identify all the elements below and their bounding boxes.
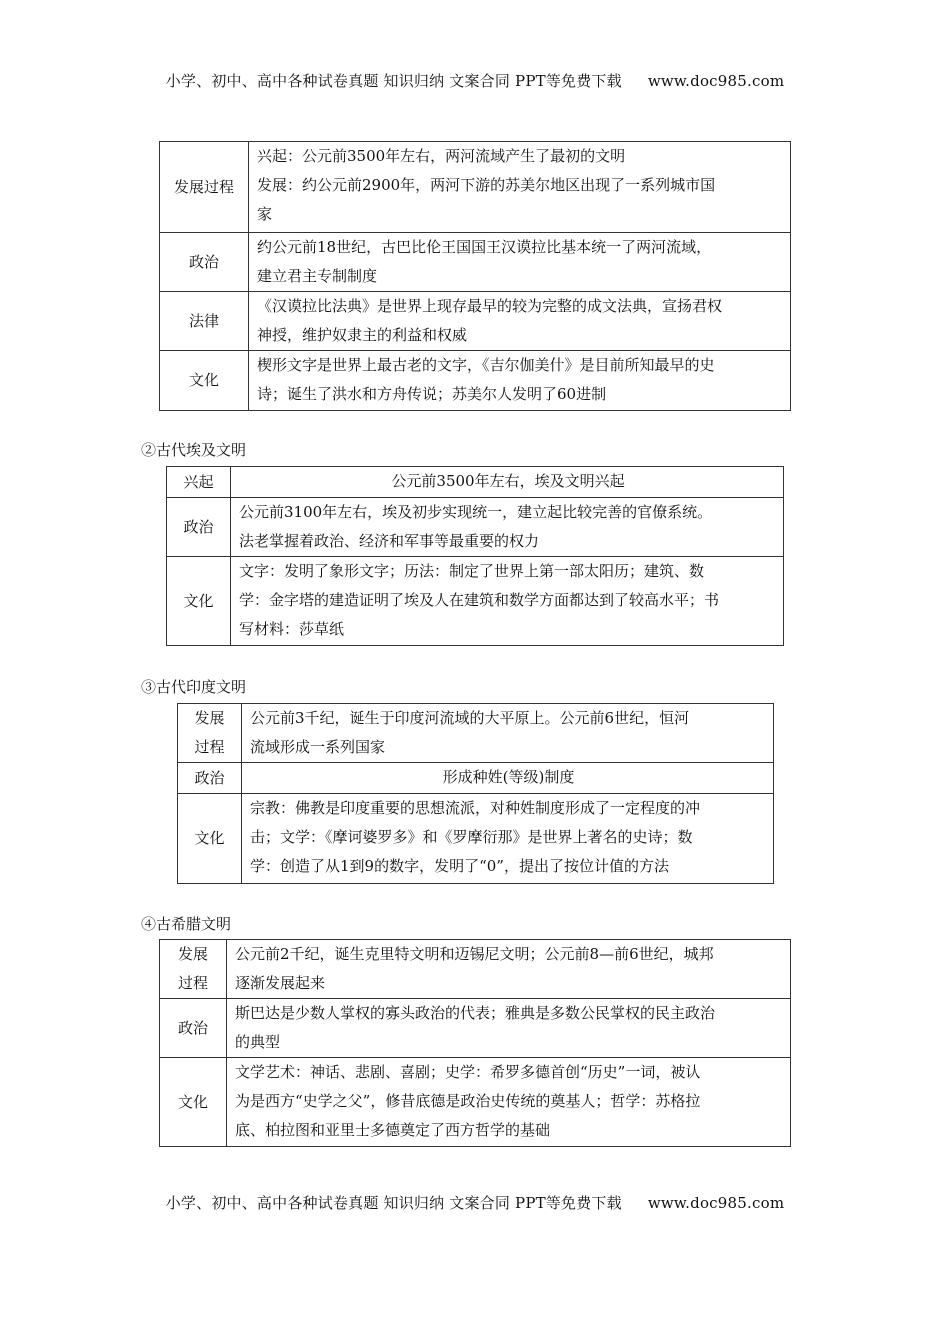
content-line: 家 bbox=[257, 205, 273, 223]
content-line: 兴起：公元前3500年左右，两河流域产生了最初的文明 bbox=[257, 147, 626, 165]
key-line: 过程 bbox=[194, 738, 225, 756]
content-line: 建立君主专制制度 bbox=[257, 267, 378, 285]
row-key bbox=[160, 1058, 227, 1147]
content-line: 公元前2千纪，诞生克里特文明和迈锡尼文明；公元前8—前6世纪，城邦 bbox=[235, 945, 714, 963]
key-line: 文化 bbox=[177, 1092, 208, 1111]
row-content bbox=[242, 763, 774, 794]
table-row bbox=[160, 1058, 791, 1147]
key-line: 政治 bbox=[194, 768, 225, 787]
row-content bbox=[227, 1058, 791, 1147]
key-line: 政治 bbox=[177, 1018, 208, 1037]
row-content bbox=[231, 467, 784, 498]
row-content bbox=[227, 940, 791, 999]
egypt-table bbox=[166, 466, 784, 646]
row-key bbox=[178, 763, 242, 794]
row-content bbox=[249, 351, 791, 411]
table-row bbox=[167, 498, 784, 557]
table-row bbox=[167, 557, 784, 646]
content-line: 文字：发明了象形文字；历法：制定了世界上第一部太阳历；建筑、数 bbox=[239, 562, 705, 580]
table-row bbox=[160, 292, 791, 351]
table-row bbox=[160, 142, 791, 233]
content-line: 公元前3千纪，诞生于印度河流域的大平原上。公元前6世纪，恒河 bbox=[250, 709, 690, 727]
mesopotamia-table bbox=[159, 141, 791, 411]
row-key bbox=[178, 794, 242, 884]
content-line: 逐渐发展起来 bbox=[235, 974, 326, 992]
content-line: 《汉谟拉比法典》是世界上现存最早的较为完整的成文法典，宣扬君权 bbox=[257, 297, 723, 315]
content-line: 的典型 bbox=[235, 1033, 281, 1051]
footer-text: 小学、初中、高中各种试卷真题 知识归纳 文案合同 PPT等免费下载 bbox=[165, 1194, 622, 1212]
page-footer bbox=[0, 1192, 950, 1213]
table-row bbox=[160, 351, 791, 411]
row-content bbox=[231, 498, 784, 557]
row-content bbox=[249, 142, 791, 233]
table-row bbox=[167, 467, 784, 498]
key-line: 发展 bbox=[177, 945, 208, 963]
content-line: 神授，维护奴隶主的利益和权威 bbox=[257, 326, 468, 344]
egypt-title: ②古代埃及文明 bbox=[141, 441, 247, 459]
content-line: 流域形成一系列国家 bbox=[250, 738, 386, 756]
content-line: 约公元前18世纪，古巴比伦王国国王汉谟拉比基本统一了两河流域， bbox=[257, 238, 712, 256]
row-content bbox=[249, 233, 791, 292]
header-site[interactable]: www.doc985.com bbox=[647, 72, 785, 90]
india-table bbox=[177, 703, 774, 884]
table-row bbox=[160, 233, 791, 292]
row-content bbox=[249, 292, 791, 351]
row-key: 发展过程 bbox=[160, 142, 249, 233]
header-text: 小学、初中、高中各种试卷真题 知识归纳 文案合同 PPT等免费下载 bbox=[165, 72, 622, 90]
row-content bbox=[242, 704, 774, 763]
footer-site[interactable]: www.doc985.com bbox=[647, 1194, 785, 1212]
row-key: 政治 bbox=[160, 233, 249, 292]
table-row bbox=[178, 794, 774, 884]
content-line: 形成种姓(等级)制度 bbox=[442, 768, 575, 786]
row-key: 文化 bbox=[160, 351, 249, 411]
india-title: ③古代印度文明 bbox=[141, 678, 247, 696]
content-line: 诗；诞生了洪水和方舟传说；苏美尔人发明了60进制 bbox=[257, 385, 607, 403]
content-line: 法老掌握着政治、经济和军事等最重要的权力 bbox=[239, 532, 540, 550]
row-content bbox=[231, 557, 784, 646]
content-line: 写材料：莎草纸 bbox=[239, 620, 345, 638]
row-key bbox=[178, 704, 242, 763]
key-line: 文化 bbox=[194, 829, 225, 847]
table-row bbox=[178, 763, 774, 794]
greece-title: ④古希腊文明 bbox=[141, 915, 232, 933]
row-key bbox=[160, 940, 227, 999]
row-key: 文化 bbox=[167, 557, 231, 646]
content-line: 为是西方“史学之父”，修昔底德是政治史传统的奠基人；哲学：苏格拉 bbox=[235, 1092, 701, 1110]
table-row bbox=[178, 704, 774, 763]
content-line: 学：创造了从1到9的数字，发明了“0”，提出了按位计值的方法 bbox=[250, 857, 669, 875]
content-line: 斯巴达是少数人掌权的寡头政治的代表；雅典是多数公民掌权的民主政治 bbox=[235, 1004, 716, 1022]
content-line: 学：金字塔的建造证明了埃及人在建筑和数学方面都达到了较高水平；书 bbox=[239, 591, 720, 609]
row-key: 政治 bbox=[167, 498, 231, 557]
content-line: 文学艺术：神话、悲剧、喜剧；史学：希罗多德首创“历史”一词，被认 bbox=[235, 1063, 701, 1081]
row-key bbox=[160, 999, 227, 1058]
row-content bbox=[227, 999, 791, 1058]
content-line: 宗教：佛教是印度重要的思想流派，对种姓制度形成了一定程度的冲 bbox=[250, 799, 701, 817]
row-key: 兴起 bbox=[167, 467, 231, 498]
content-line: 公元前3500年左右，埃及文明兴起 bbox=[391, 472, 625, 490]
content-line: 击；文学：《摩诃婆罗多》和《罗摩衍那》是世界上著名的史诗；数 bbox=[250, 828, 693, 846]
table-row bbox=[160, 940, 791, 999]
content-line: 楔形文字是世界上最古老的文字，《吉尔伽美什》是目前所知最早的史 bbox=[257, 356, 715, 374]
content-line: 底、柏拉图和亚里士多德奠定了西方哲学的基础 bbox=[235, 1121, 551, 1139]
key-line: 过程 bbox=[177, 974, 208, 992]
table-row bbox=[160, 999, 791, 1058]
greece-table bbox=[159, 939, 791, 1147]
page-header bbox=[0, 70, 950, 91]
content-line: 公元前3100年左右，埃及初步实现统一，建立起比较完善的官僚系统。 bbox=[239, 503, 713, 521]
row-key: 法律 bbox=[160, 292, 249, 351]
key-line: 发展 bbox=[194, 709, 225, 727]
content-line: 发展：约公元前2900年，两河下游的苏美尔地区出现了一系列城市国 bbox=[257, 176, 716, 194]
row-content bbox=[242, 794, 774, 884]
